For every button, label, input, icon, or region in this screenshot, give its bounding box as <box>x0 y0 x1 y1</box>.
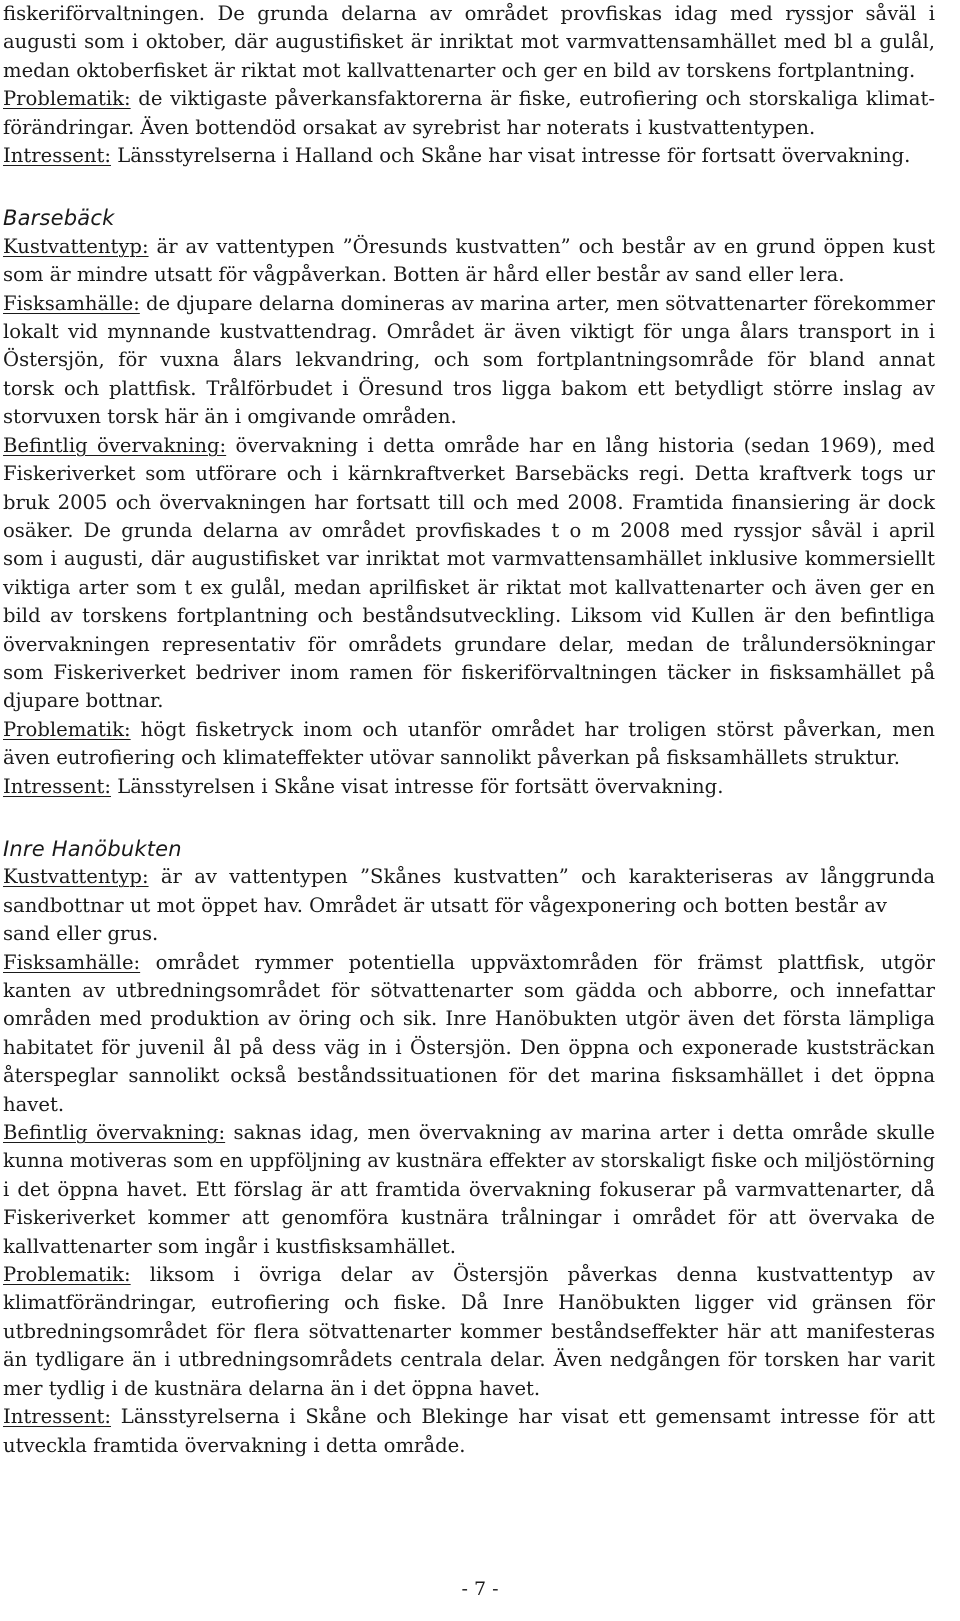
intressent-line <box>3 142 935 170</box>
intressent-label: Intressent: <box>3 144 111 168</box>
paragraph-line: medan oktoberfisket är riktat mot kallvattenarter och ger en bild av torskens fortplantning. <box>3 58 916 82</box>
paragraph-line: som är mindre utsatt för vågpåverkan. Botten är hård eller består av sand eller lera. <box>3 263 845 287</box>
paragraph-line: bruk 2005 och övervakningen har fortsatt till och med 2008. Framtida finansiering är dock <box>3 490 935 514</box>
section-heading-hanobukten: Inre Hanöbukten <box>3 836 182 861</box>
intressent-label: Intressent: <box>3 774 111 798</box>
fisksamhalle-text: området rymmer potentiella uppväxtområden för främst plattfisk, utgör <box>140 950 935 974</box>
fisksamhalle-line <box>3 290 935 318</box>
befintlig-overvakning-line <box>3 1119 935 1147</box>
problematik-text: högt fisketryck inom och utanför området har troligen störst påverkan, men <box>130 717 935 741</box>
paragraph-line: klimatförändringar, eutrofiering och fiske. Då Inre Hanöbukten ligger vid gränsen för <box>3 1291 935 1315</box>
paragraph-line: Östersjön, för vuxna ålars lekvandring, och som fortplantningsområde för bland annat <box>3 348 935 372</box>
paragraph-line: Fiskeriverket som utförare och i kärnkraftverket Barsebäcks regi. Detta kraftverk togs ur <box>3 462 935 486</box>
paragraph-line: habitatet för juvenil ål på dess väg in i Östersjön. Den öppna och exponerade kuststräckan <box>3 1035 935 1059</box>
paragraph-line: sand eller grus. <box>3 922 159 946</box>
problematik-text: de viktigaste påverkansfaktorerna är fiske, eutrofiering och storskaliga klimat- <box>130 87 935 111</box>
paragraph-line: viktiga arter som t ex gulål, medan aprilfisket är riktat mot kallvattenarter och även ger en <box>3 575 935 599</box>
intressent-text: Länsstyrelserna i Halland och Skåne har visat intresse för fortsatt övervakning. <box>111 144 911 168</box>
fisksamhalle-text: de djupare delarna domineras av marina arter, men sötvattenarter förekommer <box>139 291 935 315</box>
kustvattentyp-text: är av vattentypen ”Öresunds kustvatten” och består av en grund öppen kust <box>148 234 935 258</box>
problematik-label: Problematik: <box>3 87 131 111</box>
paragraph-line: även eutrofiering och klimateffekter utövar sannolikt påverkan på fisksamhällets struktur. <box>3 746 900 770</box>
paragraph-line: storvuxen torsk här än i omgivande områden. <box>3 405 457 429</box>
befintlig-overvakning-text: övervakning i detta område har en lång historia (sedan 1969), med <box>226 433 935 457</box>
intressent-text: Länsstyrelsen i Skåne visat intresse för fortsätt övervakning. <box>111 774 724 798</box>
problematik-line <box>3 716 935 744</box>
paragraph-line: kunna motiveras som en uppföljning av kustnära effekter av storskaligt fiske och miljöstörning <box>3 1149 935 1173</box>
paragraph-line: kallvattenarter som ingår i kustfisksamhället. <box>3 1234 457 1258</box>
kustvattentyp-label: Kustvattentyp: <box>3 865 149 889</box>
intro-section <box>3 0 935 170</box>
paragraph-line: fiskeriförvaltningen. De grunda delarna av området provfiskas idag med ryssjor såväl i <box>3 2 935 25</box>
page-number: - 7 - <box>461 1578 499 1600</box>
fisksamhalle-label: Fisksamhälle: <box>3 950 141 974</box>
paragraph-line: bild av torskens fortplantning och beståndsutveckling. Liksom vid Kullen är den befintliga <box>3 604 935 628</box>
befintlig-overvakning-text: saknas idag, men övervakning av marina arter i detta område skulle <box>225 1121 935 1145</box>
paragraph-line: djupare bottnar. <box>3 689 164 713</box>
intressent-line <box>3 1403 935 1431</box>
paragraph-line: sandbottnar ut mot öppet hav. Området är utsatt för vågexponering och botten består av <box>3 893 887 917</box>
paragraph-line: än tydligare än i utbredningsområdets centrala delar. Även nedgången för torsken har varit <box>3 1348 935 1372</box>
intressent-text: Länsstyrelserna i Skåne och Blekinge har visat ett gemensamt intresse för att <box>111 1405 935 1429</box>
document-page <box>3 0 935 1460</box>
paragraph-line: som i augusti, där augustifisket var inriktat mot varmvattensamhället inklusive kommersiellt <box>3 547 935 571</box>
intressent-line <box>3 773 935 801</box>
intressent-label: Intressent: <box>3 1405 111 1429</box>
paragraph-line: områden med produktion av öring och sik. Inre Hanöbukten utgör även det första lämpliga <box>3 1007 935 1031</box>
befintlig-overvakning-label: Befintlig övervakning: <box>3 433 227 457</box>
befintlig-overvakning-label: Befintlig övervakning: <box>3 1121 226 1145</box>
paragraph-line: torsk och plattfisk. Trålförbudet i Öresund tros ligga bakom ett betydligt större inslag av <box>3 376 935 400</box>
kustvattentyp-line <box>3 863 935 891</box>
section-heading-barseback: Barsebäck <box>3 206 115 231</box>
hanobukten-section <box>3 835 935 1460</box>
kustvattentyp-line <box>3 233 935 261</box>
paragraph-line: utbredningsområdet för flera sötvattenarter kommer beståndseffekter här att manifesteras <box>3 1319 935 1343</box>
paragraph-line: mer tydlig i de kustnära delarna än i det öppna havet. <box>3 1376 541 1400</box>
paragraph-line: kanten av utbredningsområdet för sötvattenarter som gädda och abborre, och innefattar <box>3 979 935 1002</box>
problematik-label: Problematik: <box>3 1263 131 1287</box>
kustvattentyp-label: Kustvattentyp: <box>3 234 149 258</box>
problematik-line <box>3 85 935 113</box>
paragraph-line: övervakningen representativ för områdets grundare delar, medan de trålundersökningar <box>3 632 935 656</box>
paragraph-line: lokalt vid mynnande kustvattendrag. Området är även viktigt för unga ålars transport in i <box>3 320 935 344</box>
barseback-section <box>3 204 935 801</box>
paragraph-line: osäker. De grunda delarna av området provfiskades t o m 2008 med ryssjor såväl i april <box>3 518 935 542</box>
paragraph-line: återspeglar sannolikt också beståndssituationen för det marina fisksamhället i det öppna <box>3 1064 935 1088</box>
paragraph-line: augusti som i oktober, där augustifisket är inriktat mot varmvattensamhället med bl a gulål, <box>3 30 935 54</box>
paragraph-line: förändringar. Även bottendöd orsakat av syrebrist har noterats i kustvattentypen. <box>3 115 816 139</box>
problematik-line <box>3 1261 935 1289</box>
paragraph-line: som Fiskeriverket bedriver inom ramen för fiskeriförvaltningen täcker in fisksamhället på <box>3 660 935 684</box>
kustvattentyp-text: är av vattentypen ”Skånes kustvatten” och karakteriseras av långgrunda <box>148 865 935 889</box>
fisksamhalle-label: Fisksamhälle: <box>3 291 140 315</box>
fisksamhalle-line <box>3 949 935 977</box>
problematik-text: liksom i övriga delar av Östersjön påverkas denna kustvattentyp av <box>130 1263 935 1287</box>
paragraph-line: utveckla framtida övervakning i detta område. <box>3 1433 466 1457</box>
paragraph-line: havet. <box>3 1092 65 1116</box>
paragraph-line: i det öppna havet. Ett förslag är att framtida övervakning fokuserar på varmvattenarter, då <box>3 1177 935 1201</box>
befintlig-overvakning-line <box>3 432 935 460</box>
problematik-label: Problematik: <box>3 717 131 741</box>
paragraph-line: Fiskeriverket kommer att genomföra kustnära trålningar i området för att övervaka de <box>3 1206 935 1230</box>
